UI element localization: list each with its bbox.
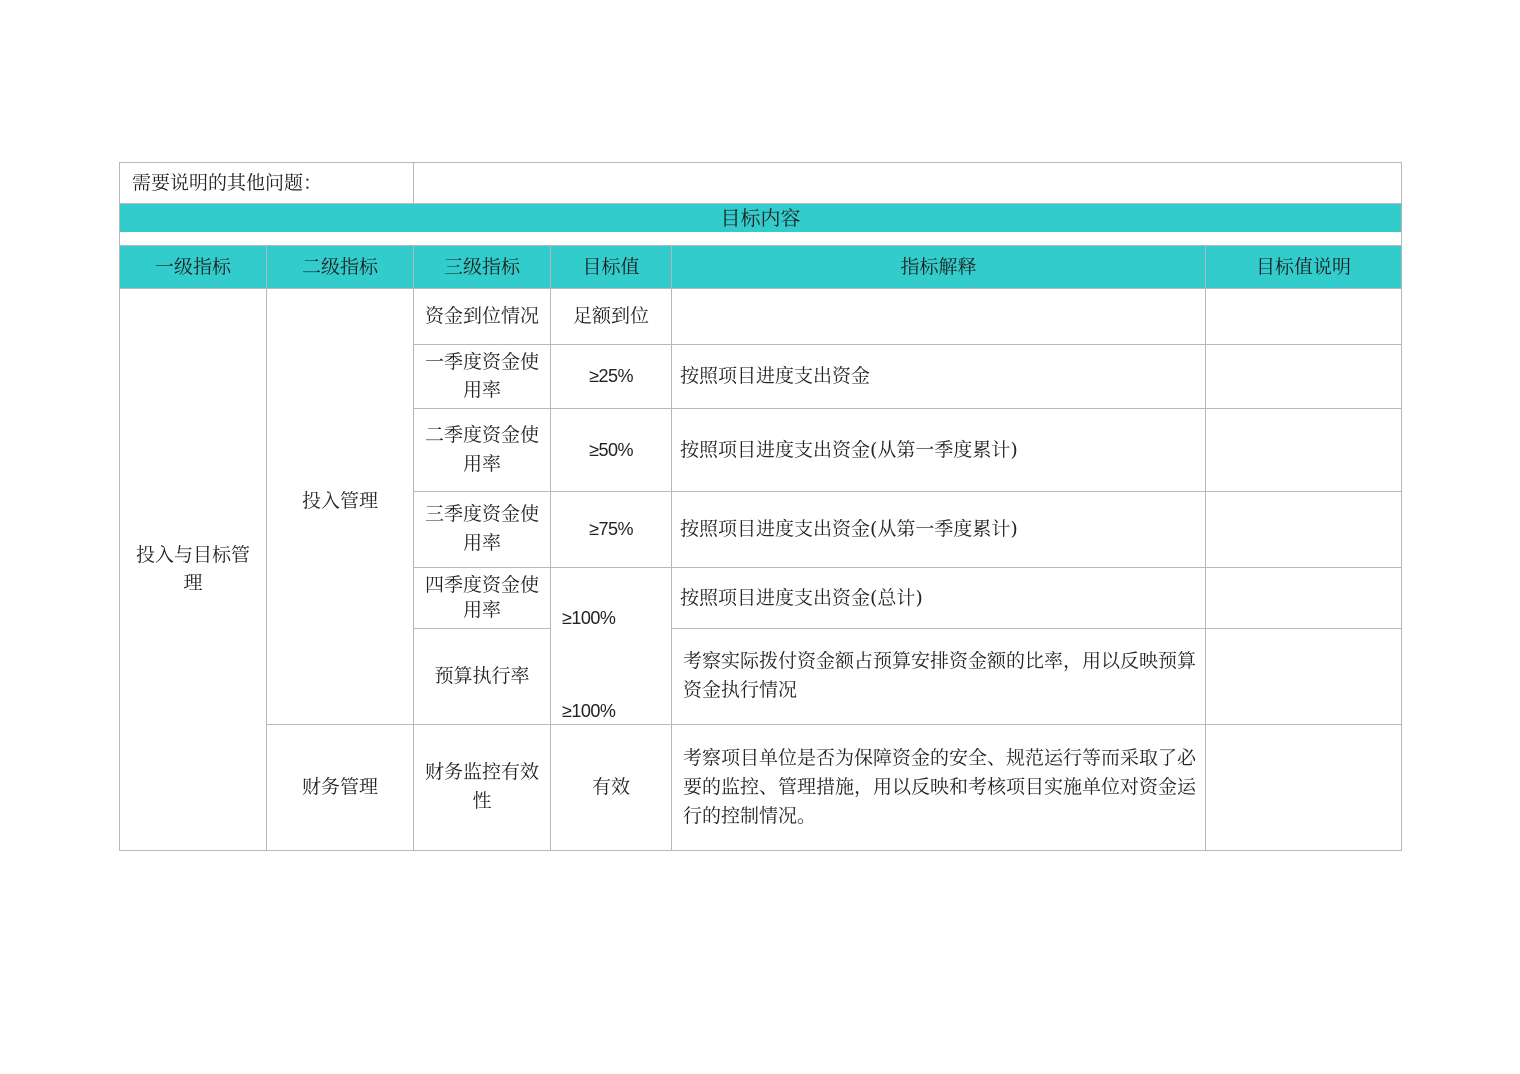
column-header-level2: 二级指标 bbox=[267, 245, 414, 288]
spacer-cell bbox=[120, 232, 1402, 246]
target-cell-merged bbox=[551, 567, 672, 724]
header-row bbox=[120, 245, 1402, 288]
target-note-cell bbox=[1206, 491, 1402, 567]
section-title: 目标内容 bbox=[120, 204, 1402, 232]
explanation-cell: 按照项目进度支出资金(从第一季度累计) bbox=[672, 491, 1206, 567]
column-header-explanation: 指标解释 bbox=[672, 245, 1206, 288]
notes-value[interactable] bbox=[414, 163, 1402, 204]
column-header-level3: 三级指标 bbox=[414, 245, 551, 288]
target-cell: ≥75% bbox=[551, 491, 672, 567]
level2-cell-finance: 财务管理 bbox=[267, 724, 414, 850]
target-note-cell bbox=[1206, 628, 1402, 724]
target-cell: ≥50% bbox=[551, 408, 672, 491]
explanation-cell: 考察实际拨付资金额占预算安排资金额的比率，用以反映预算资金执行情况 bbox=[672, 628, 1206, 724]
target-value-q4: ≥100% bbox=[562, 607, 616, 628]
explanation-cell: 按照项目进度支出资金(总计) bbox=[672, 567, 1206, 628]
target-value-budget: ≥100% bbox=[562, 700, 616, 721]
target-note-cell bbox=[1206, 724, 1402, 850]
level1-cell: 投入与目标管理 bbox=[120, 288, 267, 850]
target-note-cell bbox=[1206, 408, 1402, 491]
target-cell: 有效 bbox=[551, 724, 672, 850]
spacer-row bbox=[120, 232, 1402, 246]
indicator-cell: 资金到位情况 bbox=[414, 288, 551, 344]
table-row bbox=[120, 724, 1402, 850]
target-cell: ≥25% bbox=[551, 344, 672, 408]
indicator-cell: 预算执行率 bbox=[414, 628, 551, 724]
column-header-target: 目标值 bbox=[551, 245, 672, 288]
indicator-cell: 一季度资金使用率 bbox=[414, 344, 551, 408]
notes-row bbox=[120, 163, 1402, 204]
target-cell: 足额到位 bbox=[551, 288, 672, 344]
section-title-row bbox=[120, 204, 1402, 232]
target-note-cell bbox=[1206, 288, 1402, 344]
indicator-cell: 四季度资金使用率 bbox=[414, 567, 551, 628]
target-note-cell bbox=[1206, 344, 1402, 408]
explanation-cell: 按照项目进度支出资金 bbox=[672, 344, 1206, 408]
explanation-cell: 按照项目进度支出资金(从第一季度累计) bbox=[672, 408, 1206, 491]
indicator-cell: 二季度资金使用率 bbox=[414, 408, 551, 491]
indicator-table bbox=[119, 162, 1402, 851]
column-header-target-note: 目标值说明 bbox=[1206, 245, 1402, 288]
indicator-cell: 财务监控有效性 bbox=[414, 724, 551, 850]
indicator-cell: 三季度资金使用率 bbox=[414, 491, 551, 567]
indicator-sheet bbox=[119, 162, 1401, 851]
level2-cell-input: 投入管理 bbox=[267, 288, 414, 724]
target-note-cell bbox=[1206, 567, 1402, 628]
explanation-cell: 考察项目单位是否为保障资金的安全、规范运行等而采取了必要的监控、管理措施，用以反映和考核项目实施单位对资金运行的控制情况。 bbox=[672, 724, 1206, 850]
notes-label: 需要说明的其他问题： bbox=[120, 163, 414, 204]
explanation-cell bbox=[672, 288, 1206, 344]
column-header-level1: 一级指标 bbox=[120, 245, 267, 288]
table-row bbox=[120, 288, 1402, 344]
